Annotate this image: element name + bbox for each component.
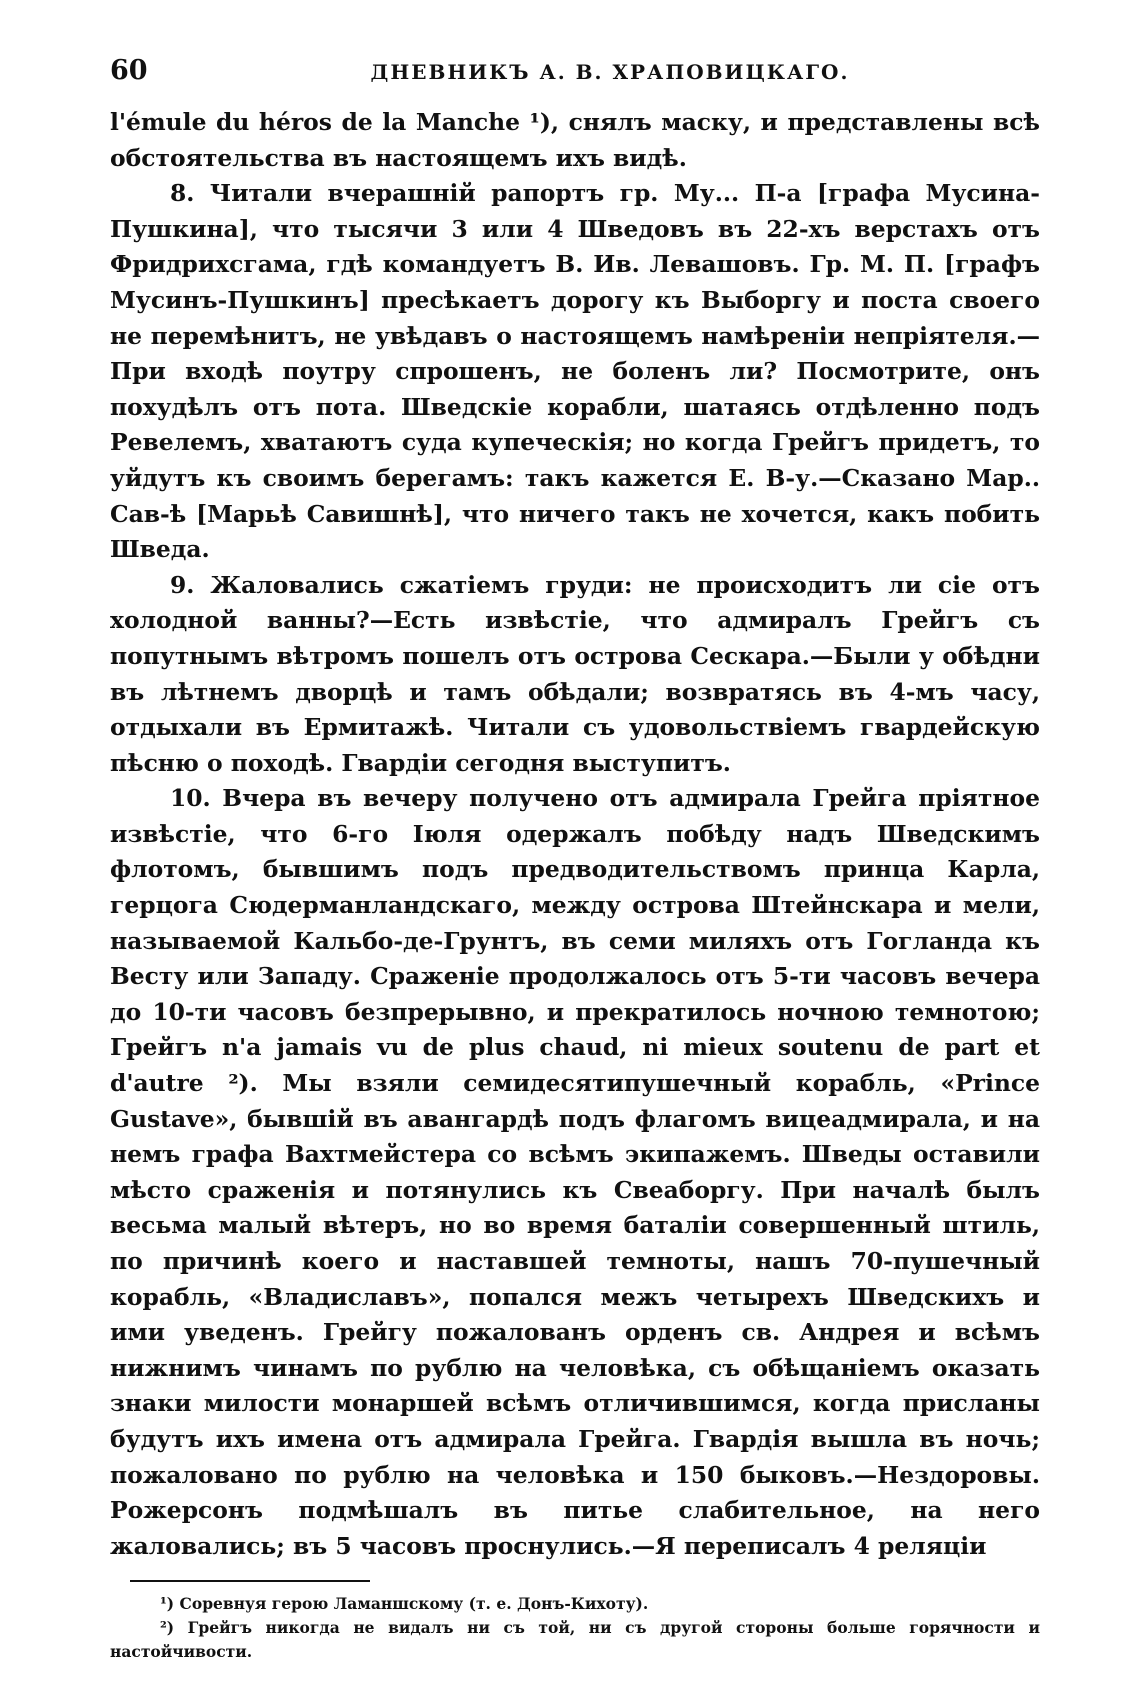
footnote-divider <box>130 1580 370 1582</box>
footnote-1: ¹) Соревнуя герою Ламаншскому (т. е. Донъ-Кихоту). <box>160 1594 649 1614</box>
paragraph-continuation: l'émule du héros de la Manche ¹), снялъ маску, и представлены всѣ обстоятельства въ настоящемъ ихъ видѣ. <box>110 108 1040 172</box>
running-title: ДНЕВНИКЪ А. В. ХРАПОВИЦКАГО. <box>370 60 850 84</box>
running-header <box>110 55 1040 105</box>
paragraph-entry-10: 10. Вчера въ вечеру получено отъ адмирала Грейга пріятное извѣстіе, что 6-го Іюля одержалъ побѣду надъ Шведскимъ флотомъ, бывшимъ подъ предводительствомъ принца Карла, герцога Сюдерманландскаго, между острова Штейнскара и мели, называемой Кальбо-де-Грунтъ, въ семи миляхъ отъ Гогланда къ Весту или Западу. Сраженіе продолжалось отъ 5-ти часовъ вечера до 10-ти часовъ безпрерывно, и прекратилось ночною темнотою; Грейгъ n'a jamais vu de plus chaud, ni mieux soutenu de part et d'autre ²). Мы взяли семидесятипушечный корабль, «Prince Gustave», бывшій въ авангардѣ подъ флагомъ вицеадмирала, и на немъ графа Вахтмейстера со всѣмъ экипажемъ. Шведы оставили мѣсто сраженія и потянулись къ Свеаборгу. При началѣ былъ весьма малый вѣтеръ, но во время баталіи совершенный штиль, по причинѣ коего и наставшей темноты, нашъ 70-пушечный корабль, «Владиславъ», попался межъ четырехъ Шведскихъ и ими уведенъ. Грейгу пожалованъ орденъ св. Андрея и всѣмъ нижнимъ чинамъ по рублю на человѣка, съ обѣщаніемъ оказать знаки милости монаршей всѣмъ отличившимся, когда присланы будутъ ихъ имена отъ адмирала Грейга. Гвардія вышла въ ночь; пожаловано по рублю на человѣка и 150 быковъ.—Нездоровы. Рожерсонъ подмѣшалъ въ питье слабительное, на него жаловались; въ 5 часовъ проснулись.—Я переписалъ 4 реляціи <box>110 784 1040 1560</box>
document-page <box>110 55 1040 1664</box>
paragraph-entry-9: 9. Жаловались сжатіемъ груди: не происходитъ ли сіе отъ холодной ванны?—Есть извѣстіе, что адмиралъ Грейгъ съ попутнымъ вѣтромъ пошелъ отъ острова Сескара.—Были у обѣдни въ лѣтнемъ дворцѣ и тамъ обѣдали; возвратясь въ 4-мъ часу, отдыхали въ Ермитажѣ. Читали съ удовольствіемъ гвардейскую пѣсню о походѣ. Гвардіи сегодня выступитъ. <box>110 570 1040 777</box>
body-text <box>110 105 1040 1564</box>
footnote-2: ²) Грейгъ никогда не видалъ ни съ той, ни съ другой стороны больше горячности и настойчивости. <box>110 1618 1040 1662</box>
page-number: 60 <box>110 55 148 86</box>
paragraph-entry-8: 8. Читали вчерашній рапортъ гр. Му... П-а [графа Мусина-Пушкина], что тысячи 3 или 4 Шведовъ въ 22-хъ верстахъ отъ Фридрихсгама, гдѣ командуетъ В. Ив. Левашовъ. Гр. М. П. [графъ Мусинъ-Пушкинъ] пресѣкаетъ дорогу къ Выборгу и поста своего не перемѣнитъ, не увѣдавъ о настоящемъ намѣреніи непріятеля.—При входѣ поутру спрошенъ, не боленъ ли? Посмотрите, онъ похудѣлъ отъ пота. Шведскіе корабли, шатаясь отдѣленно подъ Ревелемъ, хватаютъ суда купеческія; но когда Грейгъ придетъ, то уйдутъ къ своимъ берегамъ: такъ кажется Е. В-у.—Сказано Мар.. Сав-ѣ [Марьѣ Савишнѣ], что ничего такъ не хочется, какъ побить Шведа. <box>110 179 1040 564</box>
footnotes <box>110 1592 1040 1664</box>
